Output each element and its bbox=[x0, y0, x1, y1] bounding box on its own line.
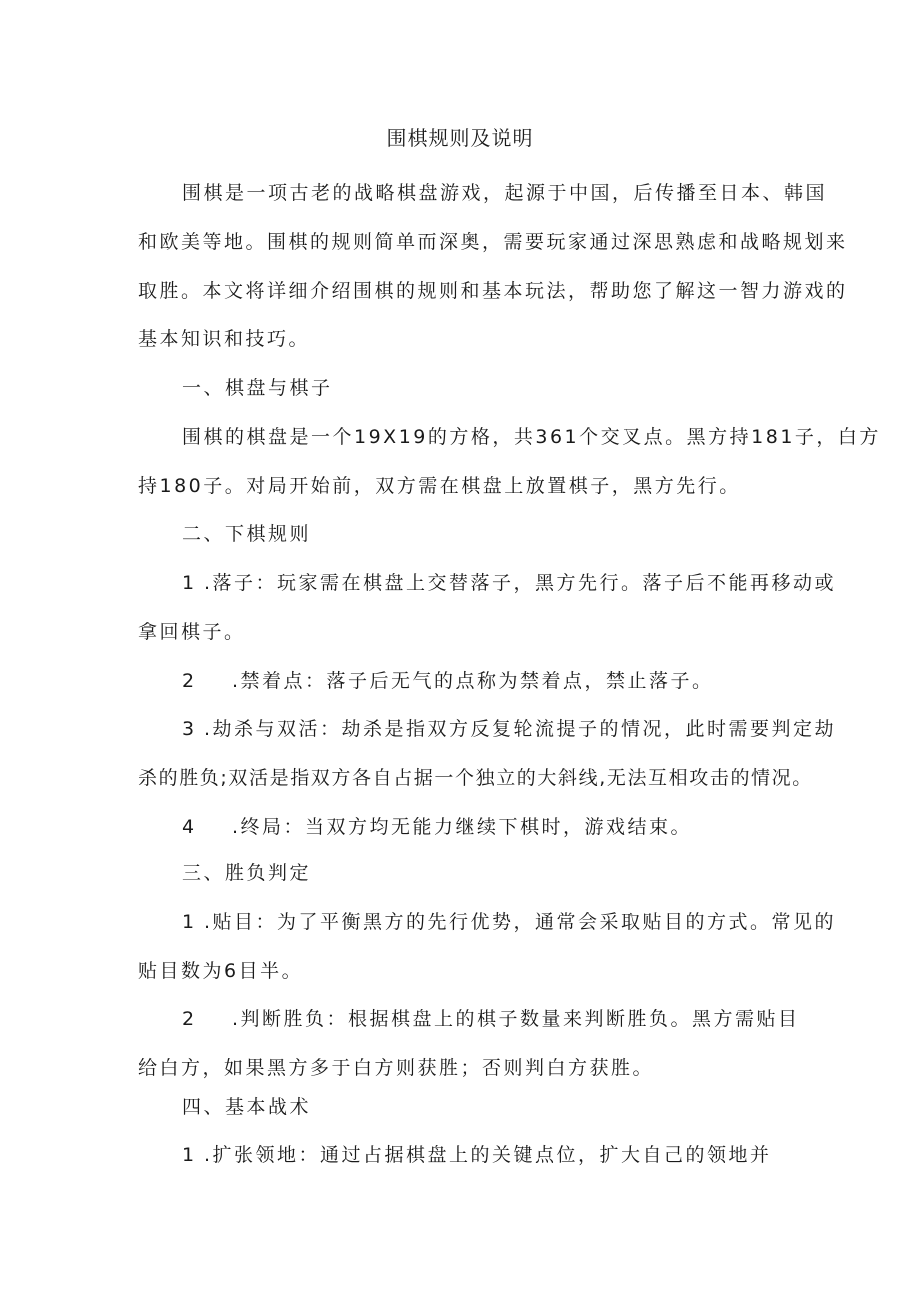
intro-line-3: 取胜。本文将详细介绍围棋的规则和基本玩法，帮助您了解这一智力游戏的 bbox=[138, 280, 848, 302]
rule-item-3-text: .劫杀与双活：劫杀是指双方反复轮流提子的情况，此时需要判定劫 bbox=[204, 718, 837, 740]
section-heading-4: 四、基本战术 bbox=[182, 1096, 312, 1118]
tactic-item-1-number: 1 bbox=[182, 1144, 197, 1166]
result-item-2 bbox=[182, 1007, 800, 1031]
rule-item-1 bbox=[182, 571, 836, 595]
intro-line-2: 和欧美等地。围棋的规则简单而深奥，需要玩家通过深思熟虑和战略规划来 bbox=[138, 231, 848, 253]
rule-item-3-line-2: 杀的胜负;双活是指双方各自占据一个独立的大斜线,无法互相攻击的情况。 bbox=[138, 767, 813, 789]
rule-item-1-line-2: 拿回棋子。 bbox=[138, 621, 246, 643]
rule-item-2-text: .禁着点：落子后无气的点称为禁着点，禁止落子。 bbox=[232, 670, 714, 692]
intro-line-4: 基本知识和技巧。 bbox=[138, 328, 311, 350]
rule-item-4-text: .终局：当双方均无能力继续下棋时，游戏结束。 bbox=[232, 816, 693, 838]
rule-item-2 bbox=[182, 669, 714, 693]
section-heading-2: 二、下棋规则 bbox=[182, 523, 312, 545]
rule-item-4 bbox=[182, 815, 692, 839]
tactic-item-1-text: .扩张领地：通过占据棋盘上的关键点位，扩大自己的领地并 bbox=[204, 1144, 772, 1166]
intro-line-1: 围棋是一项古老的战略棋盘游戏，起源于中国，后传播至日本、韩国 bbox=[182, 182, 828, 204]
rule-item-2-number: 2 bbox=[182, 670, 197, 692]
rule-item-1-number: 1 bbox=[182, 572, 197, 594]
result-item-1-number: 1 bbox=[182, 911, 197, 933]
rule-item-4-number: 4 bbox=[182, 816, 197, 838]
rule-item-3 bbox=[182, 717, 836, 741]
result-item-2-line-2: 给白方，如果黑方多于白方则获胜；否则判白方获胜。 bbox=[138, 1057, 655, 1079]
rule-item-1-text: .落子：玩家需在棋盘上交替落子，黑方先行。落子后不能再移动或 bbox=[204, 572, 837, 594]
result-item-1-text: .贴目：为了平衡黑方的先行优势，通常会采取贴目的方式。常见的 bbox=[204, 911, 837, 933]
section-heading-3: 三、胜负判定 bbox=[182, 862, 312, 884]
result-item-1 bbox=[182, 910, 836, 934]
section1-line-1: 围棋的棋盘是一个19X19的方格，共361个交叉点。黑方持181子，白方 bbox=[182, 426, 881, 448]
result-item-2-number: 2 bbox=[182, 1008, 197, 1030]
tactic-item-1 bbox=[182, 1143, 772, 1167]
result-item-1-line-2: 贴目数为6目半。 bbox=[138, 960, 304, 982]
section1-line-2: 持180子。对局开始前，双方需在棋盘上放置棋子，黑方先行。 bbox=[138, 475, 741, 497]
result-item-2-text: .判断胜负：根据棋盘上的棋子数量来判断胜负。黑方需贴目 bbox=[232, 1008, 800, 1030]
rule-item-3-number: 3 bbox=[182, 718, 197, 740]
document-title: 围棋规则及说明 bbox=[386, 126, 534, 150]
section-heading-1: 一、棋盘与棋子 bbox=[182, 377, 333, 399]
